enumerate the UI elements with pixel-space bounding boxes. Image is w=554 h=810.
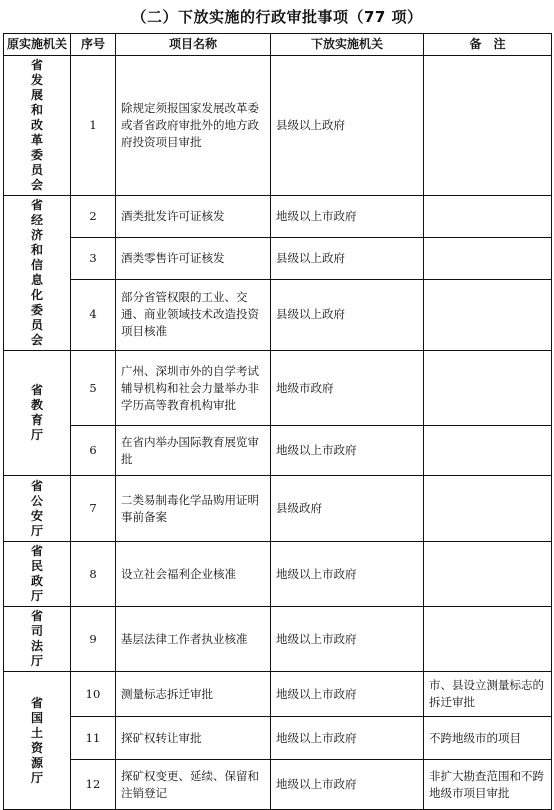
seq-cell: 10: [71, 672, 116, 717]
seq-cell: 6: [71, 426, 116, 476]
delegated-agency-cell: 地级市政府: [271, 351, 424, 426]
approval-items-table: [3, 33, 552, 810]
item-name-cell: 基层法律工作者执业核准: [116, 607, 271, 672]
page-title: （二）下放实施的行政审批事项（77 项）: [131, 8, 423, 26]
remark-cell: 非扩大勘查范围和不跨地级市项目审批: [424, 760, 552, 810]
agency-cell: 省教育厅: [4, 351, 71, 476]
delegated-agency-cell: 地级以上市政府: [271, 196, 424, 238]
delegated-agency-cell: 地级以上市政府: [271, 717, 424, 760]
item-name-cell: 广州、深圳市外的自学考试辅导机构和社会力量举办非学历高等教育机构审批: [116, 351, 271, 426]
table-row: [4, 351, 552, 426]
delegated-agency-cell: 县级以上政府: [271, 56, 424, 196]
remark-cell: [424, 426, 552, 476]
remark-cell: [424, 196, 552, 238]
item-name-cell: 部分省管权限的工业、交通、商业领域技术改造投资项目核准: [116, 279, 271, 350]
seq-cell: 2: [71, 196, 116, 238]
header-remarks: 备 注: [424, 34, 552, 56]
table-row: [4, 672, 552, 717]
table-row: [4, 196, 552, 238]
seq-cell: 5: [71, 351, 116, 426]
item-name-cell: 酒类零售许可证核发: [116, 237, 271, 279]
seq-cell: 1: [71, 56, 116, 196]
delegated-agency-cell: 县级政府: [271, 476, 424, 542]
table-row: [4, 279, 552, 350]
item-name-cell: 设立社会福利企业核准: [116, 542, 271, 607]
agency-cell: 省司法厅: [4, 607, 71, 672]
table-row: [4, 56, 552, 196]
table-header-row: [4, 34, 552, 56]
agency-cell: 省民政厅: [4, 542, 71, 607]
delegated-agency-cell: 地级以上市政府: [271, 542, 424, 607]
remark-cell: [424, 542, 552, 607]
table-row: [4, 426, 552, 476]
table-row: [4, 760, 552, 810]
delegated-agency-cell: 县级以上政府: [271, 279, 424, 350]
seq-cell: 4: [71, 279, 116, 350]
delegated-agency-cell: 地级以上市政府: [271, 672, 424, 717]
item-name-cell: 探矿权转让审批: [116, 717, 271, 760]
seq-cell: 11: [71, 717, 116, 760]
seq-cell: 12: [71, 760, 116, 810]
agency-cell: 省公安厅: [4, 476, 71, 542]
seq-cell: 7: [71, 476, 116, 542]
delegated-agency-cell: 地级以上市政府: [271, 760, 424, 810]
table-row: [4, 607, 552, 672]
remark-cell: [424, 279, 552, 350]
seq-cell: 3: [71, 237, 116, 279]
remark-cell: [424, 476, 552, 542]
seq-cell: 8: [71, 542, 116, 607]
agency-cell: 省经济和信息化委员会: [4, 196, 71, 351]
table-row: [4, 717, 552, 760]
remark-cell: 市、县设立测量标志的拆迁审批: [424, 672, 552, 717]
table-row: [4, 476, 552, 542]
agency-cell: 省发展和改革委员会: [4, 56, 71, 196]
remark-cell: [424, 607, 552, 672]
header-original-agency: 原实施机关: [4, 34, 71, 56]
remark-cell: [424, 351, 552, 426]
item-name-cell: 探矿权变更、延续、保留和注销登记: [116, 760, 271, 810]
item-name-cell: 二类易制毒化学品购用证明事前备案: [116, 476, 271, 542]
table-row: [4, 542, 552, 607]
delegated-agency-cell: 地级以上市政府: [271, 607, 424, 672]
seq-cell: 9: [71, 607, 116, 672]
remark-cell: [424, 56, 552, 196]
item-name-cell: 测量标志拆迁审批: [116, 672, 271, 717]
item-name-cell: 酒类批发许可证核发: [116, 196, 271, 238]
item-name-cell: 在省内举办国际教育展览审批: [116, 426, 271, 476]
header-item-name: 项目名称: [116, 34, 271, 56]
remark-cell: [424, 237, 552, 279]
delegated-agency-cell: 地级以上市政府: [271, 426, 424, 476]
agency-cell: 省国土资源厅: [4, 672, 71, 810]
delegated-agency-cell: 县级以上政府: [271, 237, 424, 279]
header-seq: 序号: [71, 34, 116, 56]
remark-cell: 不跨地级市的项目: [424, 717, 552, 760]
table-row: [4, 237, 552, 279]
item-name-cell: 除规定须报国家发展改革委或者省政府审批外的地方政府投资项目审批: [116, 56, 271, 196]
header-delegated-agency: 下放实施机关: [271, 34, 424, 56]
